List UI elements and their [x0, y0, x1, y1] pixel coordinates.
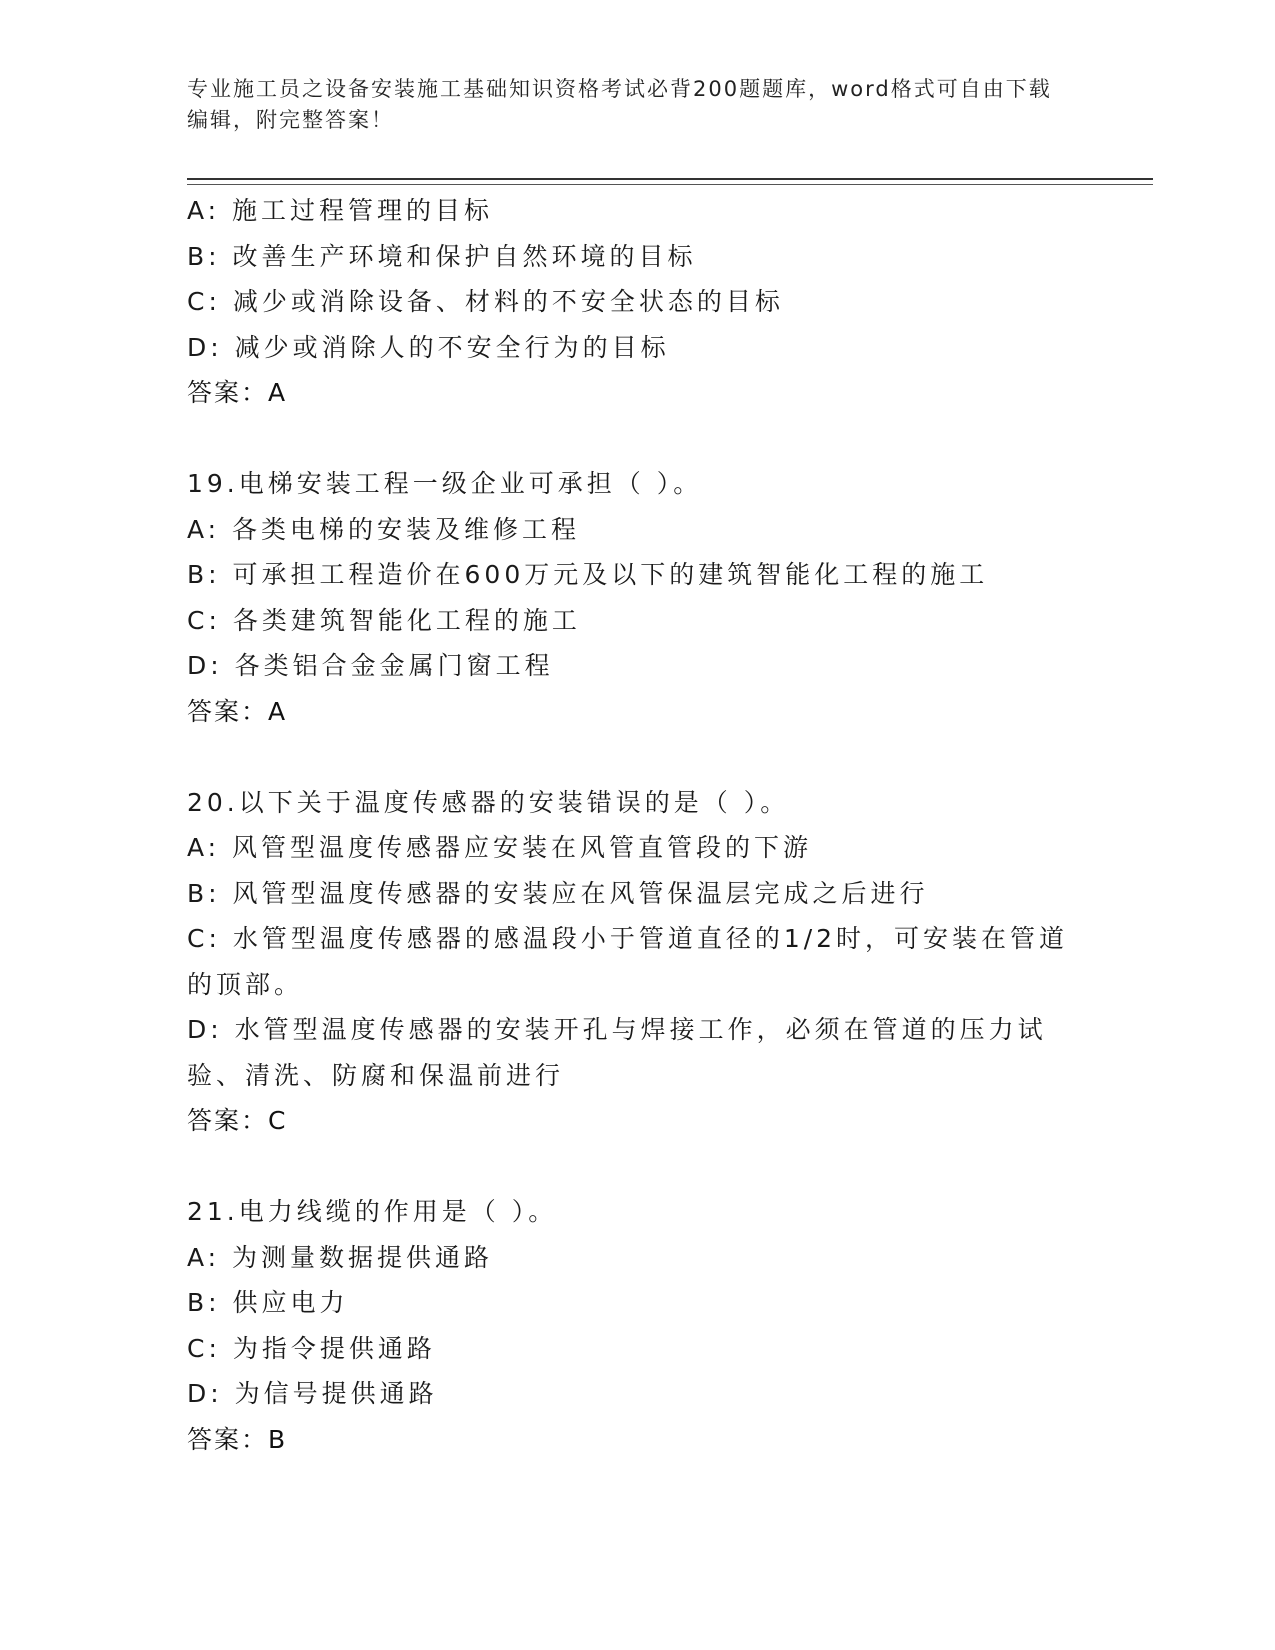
option-a: A: 各类电梯的安装及维修工程 — [187, 514, 581, 544]
document-body — [187, 188, 1087, 1462]
option-b: B: 改善生产环境和保护自然环境的目标 — [187, 241, 697, 271]
option-c: C: 水管型温度传感器的感温段小于管道直径的1/2时，可安装在管道的顶部。 — [187, 924, 1069, 999]
option-d: D: 为信号提供通路 — [187, 1379, 438, 1408]
answer: 答案：A — [187, 378, 288, 407]
question-19 — [187, 461, 1087, 734]
option-a: A: 施工过程管理的目标 — [187, 196, 494, 225]
answer: 答案：A — [187, 696, 288, 726]
spacer — [187, 1144, 1087, 1190]
option-d: D: 各类铝合金金属门窗工程 — [187, 651, 554, 680]
question-stem: 19.电梯安装工程一级企业可承担（ ）。 — [187, 469, 703, 498]
option-a: A: 风管型温度传感器应安装在风管直管段的下游 — [187, 833, 813, 862]
option-d: D: 水管型温度传感器的安装开孔与焊接工作，必须在管道的压力试验、清洗、防腐和保温前进行 — [187, 1015, 1047, 1090]
question-fragment — [187, 188, 1087, 416]
option-d: D: 减少或消除人的不安全行为的目标 — [187, 332, 670, 362]
option-b: B: 风管型温度传感器的安装应在风管保温层完成之后进行 — [187, 878, 929, 908]
option-b: B: 可承担工程造价在600万元及以下的建筑智能化工程的施工 — [187, 560, 989, 589]
option-c: C: 减少或消除设备、材料的不安全状态的目标 — [187, 287, 784, 316]
spacer — [187, 734, 1087, 780]
question-21 — [187, 1189, 1087, 1462]
header-rule-thick — [187, 178, 1153, 180]
option-c: C: 为指令提供通路 — [187, 1333, 436, 1363]
header-rule-thin — [187, 184, 1153, 185]
question-20 — [187, 780, 1087, 1144]
answer: 答案：B — [187, 1424, 288, 1454]
question-stem: 20.以下关于温度传感器的安装错误的是（ ）。 — [187, 787, 790, 817]
option-c: C: 各类建筑智能化工程的施工 — [187, 605, 581, 635]
spacer — [187, 416, 1087, 462]
option-a: A: 为测量数据提供通路 — [187, 1242, 494, 1272]
document-header: 专业施工员之设备安装施工基础知识资格考试必背200题题库，word格式可自由下载编辑，附完整答案！ — [187, 77, 1052, 132]
question-stem: 21.电力线缆的作用是（ ）。 — [187, 1197, 558, 1226]
answer: 答案：C — [187, 1106, 288, 1135]
option-b: B: 供应电力 — [187, 1288, 349, 1317]
